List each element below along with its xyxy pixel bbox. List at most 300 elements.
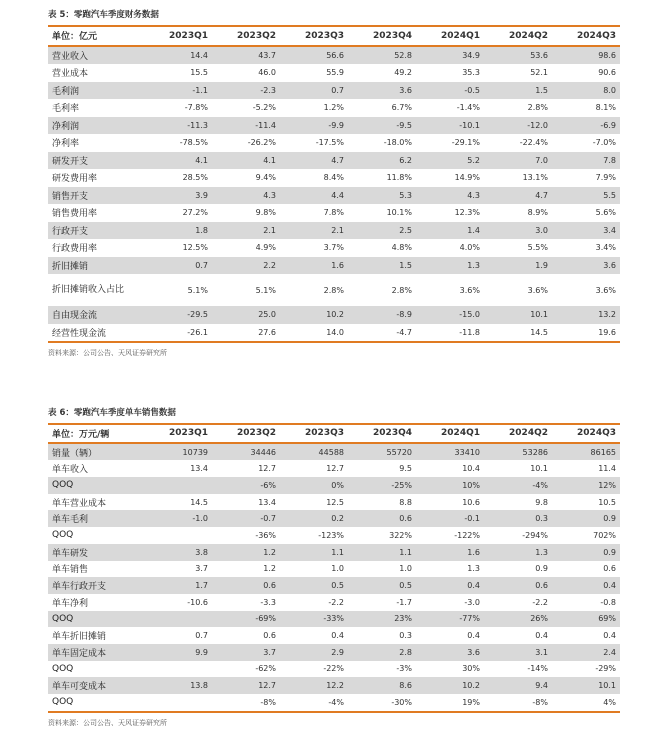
table-cell: -0.8 — [600, 597, 616, 607]
table-cell — [144, 477, 212, 494]
table-row — [48, 611, 620, 628]
table-cell: 9.4 — [484, 677, 552, 694]
table-cell: 0.3 — [399, 631, 412, 641]
table-cell: 4.7 — [280, 152, 348, 170]
table-cell: 4.4 — [280, 187, 348, 205]
table-cell: 2.2 — [212, 257, 280, 275]
table-cell: 52.8 — [348, 46, 416, 65]
table-cell: -9.5 — [348, 117, 416, 135]
unit-header: 单位：亿元 — [48, 26, 144, 46]
table-cell: 0.2 — [280, 510, 348, 527]
table-cell: 322% — [389, 530, 412, 540]
table-cell: 25.0 — [212, 306, 280, 324]
table-cell: 5.3 — [348, 187, 416, 205]
row-label: 折旧摊销收入占比 — [52, 284, 125, 295]
row-label: 净利率 — [52, 139, 80, 150]
table-cell: 12.3% — [454, 208, 480, 218]
table-cell: 10739 — [144, 443, 212, 461]
table-header-row — [48, 424, 620, 443]
table-cell: 1.6 — [416, 544, 484, 561]
table-cell: 4% — [552, 694, 620, 712]
table-cell: -7.0% — [592, 138, 616, 148]
table-row — [48, 443, 620, 461]
row-label: 自由现金流 — [48, 306, 144, 324]
table-cell: 4.1 — [144, 152, 212, 170]
table-cell: -29% — [595, 664, 616, 674]
table-row — [48, 677, 620, 694]
table-cell: 1.4 — [416, 222, 484, 240]
table-cell: -25% — [348, 477, 416, 494]
table-cell — [144, 611, 212, 628]
row-label: QOQ — [48, 694, 144, 712]
table-cell: 1.5 — [484, 82, 552, 100]
table-cell: 3.4 — [552, 222, 620, 240]
period-header: 2024Q2 — [484, 26, 552, 46]
table-row — [48, 152, 620, 170]
table-row — [48, 460, 620, 477]
period-header: 2024Q3 — [552, 26, 620, 46]
table-cell: 34446 — [212, 443, 280, 461]
row-label: 毛利润 — [48, 82, 144, 100]
table-cell: 0.5 — [280, 577, 348, 594]
table-cell: -8.9 — [348, 306, 416, 324]
table-cell: 10.6 — [462, 497, 480, 507]
table-cell: 10.1% — [386, 208, 412, 218]
table-row — [48, 527, 620, 544]
table-cell: 69% — [552, 611, 620, 628]
period-header: 2023Q3 — [280, 424, 348, 443]
table-cell: 0.6 — [603, 564, 616, 574]
table-cell: 14.5 — [484, 324, 552, 343]
table-cell: 3.6 — [416, 644, 484, 661]
table-cell: -8% — [212, 694, 280, 712]
table-cell: 3.6% — [527, 285, 548, 295]
table-row — [48, 222, 620, 240]
table-cell: 0.9 — [535, 564, 548, 574]
table-cell: 4.9% — [255, 243, 276, 253]
table-cell: -36% — [255, 530, 276, 540]
row-label: 研发费用率 — [52, 174, 98, 185]
table-row — [48, 544, 620, 561]
table-cell: 53.6 — [484, 46, 552, 65]
table-cell: 9.8% — [255, 208, 276, 218]
table-cell: -22% — [323, 664, 344, 674]
table-cell: 4.1 — [212, 152, 280, 170]
table-row — [48, 324, 620, 343]
table-cell: 2.8% — [323, 285, 344, 295]
table-cell: -2.2 — [328, 597, 344, 607]
table-cell: -10.1 — [416, 117, 484, 135]
per-vehicle-table — [48, 423, 620, 713]
table-cell: 1.6 — [280, 257, 348, 275]
table-cell: 0.4 — [416, 577, 484, 594]
row-label: 单车固定成本 — [48, 644, 144, 661]
period-header: 2023Q3 — [280, 26, 348, 46]
table-cell: 4.7 — [484, 187, 552, 205]
table-cell: 10.1 — [484, 306, 552, 324]
table-cell: 4.3 — [416, 187, 484, 205]
table-cell: 1.3 — [416, 257, 484, 275]
table-cell: -30% — [348, 694, 416, 712]
table-cell: 1.0 — [399, 564, 412, 574]
table-row — [48, 239, 620, 257]
table-cell: 98.6 — [552, 46, 620, 65]
table-cell: -6% — [212, 477, 280, 494]
table-cell: 13.1% — [522, 173, 548, 183]
table-cell: 5.2 — [416, 152, 484, 170]
table-row — [48, 510, 620, 527]
unit-header: 单位：万元/辆 — [48, 424, 144, 443]
table-cell: 34.9 — [416, 46, 484, 65]
table-cell: 13.4 — [190, 464, 208, 474]
row-label: 经营性现金流 — [48, 324, 144, 343]
table-cell: 3.6% — [459, 285, 480, 295]
table-cell: 2.1 — [280, 222, 348, 240]
table-cell: 35.3 — [462, 68, 480, 78]
table-cell: -11.4 — [212, 117, 280, 135]
table-cell: 13.8 — [144, 677, 212, 694]
table-cell: 19.6 — [552, 324, 620, 343]
table-cell: 7.8% — [323, 208, 344, 218]
table-cell: 3.9 — [144, 187, 212, 205]
table-cell: 11.4 — [598, 464, 616, 474]
table-cell: -3.3 — [260, 597, 276, 607]
table-cell: 14.5 — [190, 497, 208, 507]
table-cell: 4.0% — [459, 243, 480, 253]
table-row — [48, 134, 620, 152]
table-row — [48, 204, 620, 222]
table-cell: 9.4% — [255, 173, 276, 183]
row-label: QOQ — [48, 477, 144, 494]
table-cell: 3.8 — [144, 544, 212, 561]
table-cell: 3.7 — [195, 564, 208, 574]
table-cell: -78.5% — [179, 138, 208, 148]
table-cell: -2.3 — [212, 82, 280, 100]
table-cell: -22.4% — [519, 138, 548, 148]
table-cell: -122% — [454, 530, 480, 540]
table-cell: -26.2% — [247, 138, 276, 148]
table-cell: 8.0 — [552, 82, 620, 100]
table-cell: 4.8% — [391, 243, 412, 253]
row-label: 营业收入 — [48, 46, 144, 65]
table-cell: 15.5 — [190, 68, 208, 78]
table-row — [48, 577, 620, 594]
table-cell: 0.4 — [467, 631, 480, 641]
row-label: 研发开支 — [48, 152, 144, 170]
table-row — [48, 644, 620, 661]
table-cell: 2.8 — [348, 644, 416, 661]
table-cell — [144, 694, 212, 712]
table-caption: 表 6：零跑汽车季度单车销售数据 — [48, 408, 176, 418]
row-label: 折旧摊销 — [48, 257, 144, 275]
table-cell: 11.8% — [386, 173, 412, 183]
table-cell: 4.3 — [212, 187, 280, 205]
table-cell — [144, 527, 212, 544]
period-header: 2023Q1 — [144, 26, 212, 46]
table-cell: 7.8 — [552, 152, 620, 170]
table-cell: -8% — [484, 694, 552, 712]
row-label: 单车毛利 — [48, 510, 144, 527]
row-label: 单车折旧摊销 — [52, 632, 107, 643]
table-cell: 0.4 — [331, 631, 344, 641]
table-cell: 0.4 — [603, 631, 616, 641]
table-cell: 2.5 — [348, 222, 416, 240]
row-label: 单车收入 — [52, 465, 89, 476]
table-caption: 表 5：零跑汽车季度财务数据 — [48, 10, 159, 20]
table-cell: -0.1 — [416, 510, 484, 527]
period-header: 2024Q3 — [552, 424, 620, 443]
table-row — [48, 82, 620, 100]
table-cell: 7.9% — [595, 173, 616, 183]
table-cell: -4% — [484, 477, 552, 494]
table-cell: 3.6 — [552, 257, 620, 275]
table-cell: 13.2 — [552, 306, 620, 324]
table-row — [48, 627, 620, 644]
table-cell: -1.7 — [396, 597, 412, 607]
table-cell: -26.1 — [144, 324, 212, 343]
table-cell: 2.9 — [280, 644, 348, 661]
table-cell: 12.5% — [182, 243, 208, 253]
table-block-per-vehicle — [48, 405, 620, 730]
table-cell: 1.7 — [144, 577, 212, 594]
table-row — [48, 594, 620, 611]
table-cell: 2.8% — [391, 285, 412, 295]
table-cell: 10.4 — [462, 464, 480, 474]
table-cell: -1.0 — [144, 510, 212, 527]
row-label: 净利润 — [48, 117, 144, 135]
table-cell: 0.6 — [484, 577, 552, 594]
table-cell — [144, 661, 212, 678]
table-cell: 2.1 — [212, 222, 280, 240]
table-cell: 10% — [416, 477, 484, 494]
table-cell: -12.0 — [484, 117, 552, 135]
table-cell: -0.7 — [212, 510, 280, 527]
table-cell: 9.9 — [144, 644, 212, 661]
table-row — [48, 187, 620, 205]
table-cell: -1.1 — [144, 82, 212, 100]
table-cell: 5.1% — [187, 285, 208, 295]
table-cell: 0.9 — [552, 510, 620, 527]
table-cell: 8.8 — [399, 497, 412, 507]
table-cell: 55.9 — [326, 68, 344, 78]
table-cell: 14.4 — [144, 46, 212, 65]
table-row — [48, 46, 620, 65]
table-cell: -29.5 — [144, 306, 212, 324]
table-row — [48, 257, 620, 275]
table-cell: 1.9 — [484, 257, 552, 275]
table-cell: 0.6 — [348, 510, 416, 527]
table-cell: -77% — [416, 611, 484, 628]
period-header: 2024Q1 — [416, 424, 484, 443]
table-cell: -15.0 — [416, 306, 484, 324]
table-cell: -17.5% — [315, 138, 344, 148]
table-cell: -123% — [318, 530, 344, 540]
table-cell: 12.7 — [258, 464, 276, 474]
table-cell: 27.6 — [212, 324, 280, 343]
table-cell: 19% — [416, 694, 484, 712]
table-cell: -10.6 — [187, 597, 208, 607]
table-cell: 0.7 — [195, 631, 208, 641]
table-cell: 10.2 — [416, 677, 484, 694]
table-cell: 44588 — [280, 443, 348, 461]
table-cell: -3.0 — [464, 597, 480, 607]
table-cell: 53286 — [484, 443, 552, 461]
table-cell: 52.1 — [530, 68, 548, 78]
table-row — [48, 169, 620, 187]
table-cell: -6.9 — [552, 117, 620, 135]
table-cell: 12.5 — [326, 497, 344, 507]
table-cell: 10.2 — [280, 306, 348, 324]
table-cell: -33% — [280, 611, 348, 628]
table-cell: 23% — [348, 611, 416, 628]
table-cell: 86165 — [552, 443, 620, 461]
table-cell: 1.2 — [212, 544, 280, 561]
table-cell: -14% — [527, 664, 548, 674]
table-cell: 33410 — [416, 443, 484, 461]
row-label: 行政开支 — [48, 222, 144, 240]
table-cell: 0.6 — [212, 577, 280, 594]
table-cell: -294% — [522, 530, 548, 540]
table-cell: 10.5 — [598, 497, 616, 507]
table-cell: 8.9% — [527, 208, 548, 218]
table-row — [48, 561, 620, 578]
table-cell: 3.6% — [595, 285, 616, 295]
table-row — [48, 274, 620, 306]
table-block-financials — [48, 7, 620, 360]
period-header: 2023Q4 — [348, 26, 416, 46]
table-row — [48, 64, 620, 82]
table-row — [48, 306, 620, 324]
table-row — [48, 117, 620, 135]
table-row — [48, 99, 620, 117]
row-label: 单车销售 — [52, 565, 89, 576]
table-cell: 9.5 — [399, 464, 412, 474]
row-label: 单车可变成本 — [48, 677, 144, 694]
table-cell: 1.8 — [144, 222, 212, 240]
period-header: 2023Q2 — [212, 424, 280, 443]
table-cell: 5.5 — [552, 187, 620, 205]
table-cell: -9.9 — [280, 117, 348, 135]
period-header: 2023Q4 — [348, 424, 416, 443]
table-cell: 0.7 — [280, 82, 348, 100]
table-cell: 3.7% — [323, 243, 344, 253]
table-cell: 8.1% — [595, 103, 616, 113]
table-cell: 5.5% — [527, 243, 548, 253]
table-cell: 0.5 — [348, 577, 416, 594]
table-cell: -62% — [255, 664, 276, 674]
table-cell: -0.5 — [416, 82, 484, 100]
row-label: 销量（辆） — [48, 443, 144, 461]
table-row — [48, 661, 620, 678]
row-label: 销售费用率 — [52, 209, 98, 220]
table-cell: 0.3 — [484, 510, 552, 527]
table-cell: 9.8 — [535, 497, 548, 507]
table-cell: 0.7 — [144, 257, 212, 275]
financials-table — [48, 25, 620, 343]
row-label: 营业成本 — [52, 69, 89, 80]
table-cell: 3.4% — [595, 243, 616, 253]
table-cell: 3.6 — [348, 82, 416, 100]
table-cell: 5.6% — [595, 208, 616, 218]
table-cell: 1.2 — [263, 564, 276, 574]
table-cell: 56.6 — [280, 46, 348, 65]
row-label: QOQ — [48, 611, 144, 628]
table-cell: 28.5% — [182, 173, 208, 183]
table-cell: -1.4% — [456, 103, 480, 113]
table-cell: -2.2 — [532, 597, 548, 607]
table-cell: -7.8% — [184, 103, 208, 113]
table-cell: -4% — [280, 694, 348, 712]
table-cell: 0.9 — [552, 544, 620, 561]
period-header: 2024Q1 — [416, 26, 484, 46]
table-header-row — [48, 26, 620, 46]
table-cell: -29.1% — [451, 138, 480, 148]
table-cell: 1.3 — [467, 564, 480, 574]
table-cell: 3.0 — [484, 222, 552, 240]
table-cell: 90.6 — [598, 68, 616, 78]
table-cell: 8.4% — [323, 173, 344, 183]
table-cell: 49.2 — [394, 68, 412, 78]
table-cell: 14.9% — [454, 173, 480, 183]
table-cell: -5.2% — [252, 103, 276, 113]
table-cell: 10.1 — [530, 464, 548, 474]
table-cell: 1.0 — [331, 564, 344, 574]
table-cell: 26% — [484, 611, 552, 628]
table-cell: 12.2 — [280, 677, 348, 694]
table-cell: 12.7 — [212, 677, 280, 694]
row-label: 单车营业成本 — [52, 498, 107, 509]
table-cell: 27.2% — [182, 208, 208, 218]
table-cell: 12% — [552, 477, 620, 494]
table-cell: 10.1 — [552, 677, 620, 694]
table-row — [48, 694, 620, 712]
table-cell: 8.6 — [348, 677, 416, 694]
table-row — [48, 477, 620, 494]
table-cell: 6.2 — [348, 152, 416, 170]
table-cell: 6.7% — [391, 103, 412, 113]
table-cell: 12.7 — [326, 464, 344, 474]
table-cell: 1.1 — [280, 544, 348, 561]
period-header: 2024Q2 — [484, 424, 552, 443]
table-cell: -3% — [396, 664, 412, 674]
table-cell: 1.2% — [323, 103, 344, 113]
table-cell: 1.1 — [348, 544, 416, 561]
period-header: 2023Q1 — [144, 424, 212, 443]
table-cell: 1.5 — [348, 257, 416, 275]
table-row — [48, 494, 620, 511]
table-cell: 1.3 — [484, 544, 552, 561]
table-cell: -69% — [212, 611, 280, 628]
table-cell: 0.4 — [535, 631, 548, 641]
table-cell: 5.1% — [255, 285, 276, 295]
table-cell: -18.0% — [383, 138, 412, 148]
table-cell: 7.0 — [484, 152, 552, 170]
row-label: 单车行政开支 — [48, 577, 144, 594]
table-cell: -11.3 — [144, 117, 212, 135]
period-header: 2023Q2 — [212, 26, 280, 46]
table-cell: 14.0 — [280, 324, 348, 343]
table-cell: 55720 — [348, 443, 416, 461]
row-label: QOQ — [52, 663, 74, 674]
table-cell: 0.6 — [263, 631, 276, 641]
table-cell: -11.8 — [416, 324, 484, 343]
table-cell: 702% — [593, 530, 616, 540]
table-cell: 0% — [280, 477, 348, 494]
table-cell: 2.8% — [527, 103, 548, 113]
table-cell: 43.7 — [212, 46, 280, 65]
row-label: 销售开支 — [48, 187, 144, 205]
row-label: QOQ — [52, 530, 74, 541]
